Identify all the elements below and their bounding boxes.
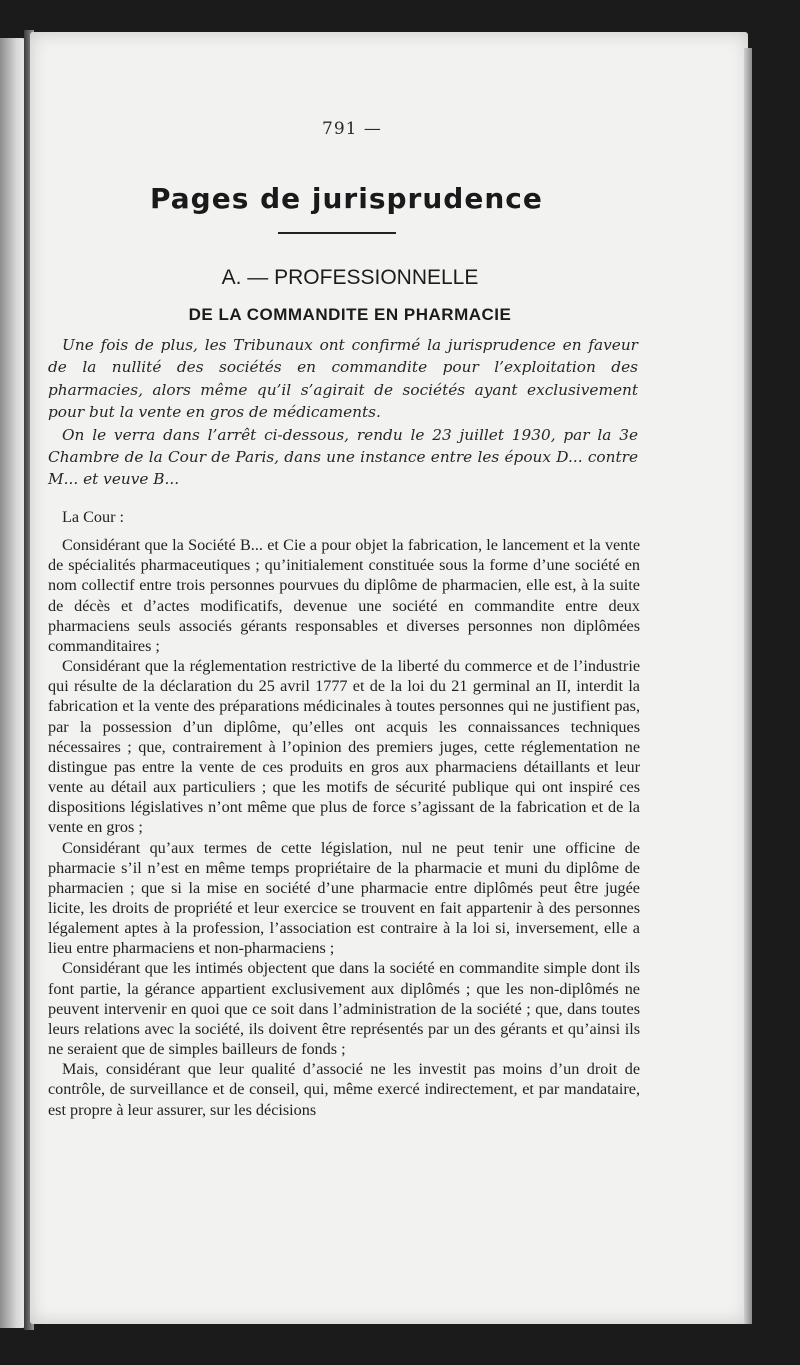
page-stack-edge	[744, 48, 752, 1324]
body-paragraph: Considérant que la réglementation restrictive de la liberté du commerce et de l’industrie qui résulte de la déclaration du 25 avril 1777 et de la loi du 21 germinal an II, interdit la fabrication et la vente des préparations médicinales à toutes personnes qui ne justifient pas, par la possession d’un diplôme, qu’elles ont acquis les connaissances techniques nécessaires ; que, contrairement à l’opinion des premiers juges, cette réglementation ne distingue pas entre la vente de ces produits en gros aux pharmaciens détaillants et leur vente au détail aux particuliers ; que les motifs de sécurité publique qui ont inspiré ces dispositions législatives n’ont même que plus de force s’agissant de la fabrication et de la vente en gros ;	[48, 657, 640, 837]
page-title: Pages de jurisprudence	[150, 182, 543, 215]
title-divider	[278, 232, 396, 234]
page-number: 791 —	[322, 119, 382, 139]
body-paragraph: Considérant que la Société B... et Cie a pour objet la fabrication, le lancement et la vente de spécialités pharmaceutiques ; qu’initialement constituée sous la forme d’une société en nom collectif entre trois personnes pourvues du diplôme de pharmacien, elle est, à la suite de décès et d’actes modificatifs, devenue une société en commandite entre deux pharmaciens seuls associés gérants responsables et diverses personnes non diplômées commanditaires ;	[48, 536, 640, 655]
judgment-text	[48, 507, 640, 1120]
intro-paragraph: On le verra dans l’arrêt ci-dessous, rendu le 23 juillet 1930, par la 3e Chambre de la Cour de Paris, dans une instance entre les époux D... contre M... et veuve B...	[48, 425, 638, 489]
body-paragraph: Mais, considérant que leur qualité d’associé ne les investit pas moins d’un droit de contrôle, de surveillance et de conseil, qui, même exercé indirectement, et par mandataire, est propre à leur assurer, sur les décisions	[48, 1060, 640, 1119]
body-paragraph: Considérant qu’aux termes de cette législation, nul ne peut tenir une officine de pharmacie s’il n’est en même temps propriétaire de la pharmacie et muni du diplôme de pharmacien ; que si la mise en société d’une pharmacie entre diplômés peut être jugée licite, les droits de propriété et leur exercice se trouvent en fait appartenir à des personnes légalement aptes à la profession, l’association est contraire à la loi si, inversement, elle a lieu entre pharmaciens et non-pharmaciens ;	[48, 838, 640, 958]
court-heading: La Cour :	[62, 508, 125, 526]
section-heading: A. — PROFESSIONNELLE	[221, 266, 479, 289]
body-paragraph: Considérant que les intimés objectent que dans la société en commandite simple dont ils font partie, la gérance appartient exclusivement aux diplômés ; que les non-diplômés ne peuvent intervenir en quoi que ce soit dans l’administration de la société ; que, dans toutes leurs relations avec la société, ils doivent être représentés par un des gérants et qu’ainsi ils ne seraient que de simples bailleurs de fonds ;	[48, 959, 640, 1059]
subsection-heading: DE LA COMMANDITE EN PHARMACIE	[188, 305, 512, 324]
intro-paragraph: Une fois de plus, les Tribunaux ont confirmé la jurisprudence en faveur de la nullité des sociétés en commandite pour l’exploitation des pharmacies, alors même qu’il s’agirait de sociétés ayant exclusivement pour but la vente en gros de médicaments.	[48, 336, 638, 422]
intro-block	[48, 334, 638, 491]
